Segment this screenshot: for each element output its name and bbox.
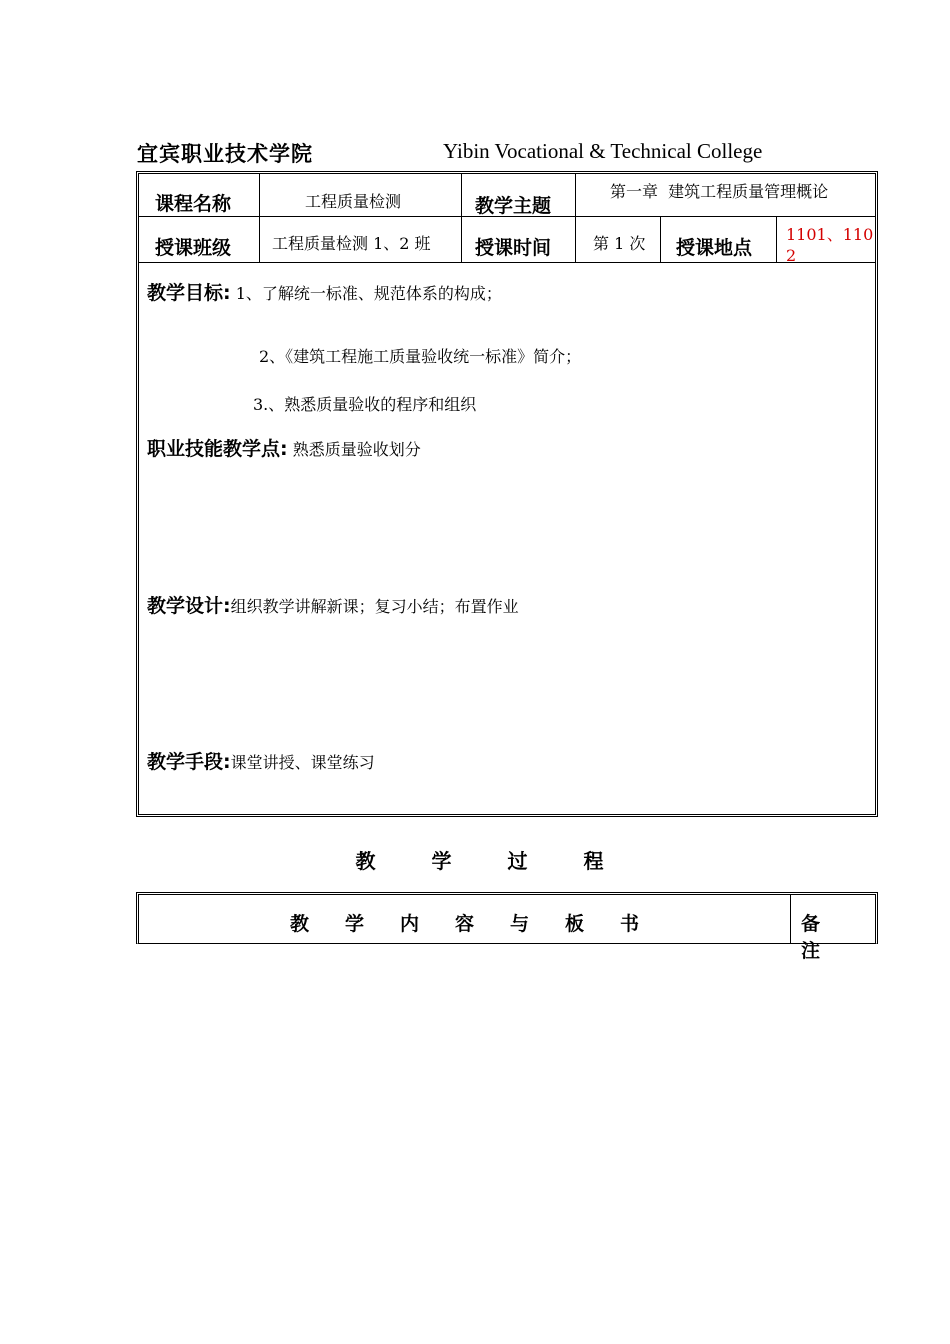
design-label: 教学设计: bbox=[147, 595, 231, 617]
place-label: 授课地点 bbox=[676, 237, 753, 259]
col-divider bbox=[776, 216, 777, 262]
means-value: 课堂讲授、课堂练习 bbox=[230, 753, 375, 772]
col-divider bbox=[790, 895, 791, 944]
objectives-row bbox=[147, 278, 502, 305]
means-label: 教学手段: bbox=[147, 751, 231, 773]
time-value: 第 1 次 bbox=[593, 234, 646, 253]
process-table-header bbox=[136, 892, 878, 962]
design-value: 组织教学讲解新课；复习小结；布置作业 bbox=[230, 597, 519, 616]
objectives-label: 教学目标: bbox=[147, 282, 231, 304]
school-name-en: Yibin Vocational & Technical College bbox=[443, 139, 763, 163]
col-divider bbox=[259, 174, 260, 262]
objective-item-3: 3.、熟悉质量验收的程序和组织 bbox=[253, 395, 477, 414]
row-divider bbox=[139, 262, 875, 263]
class-label: 授课班级 bbox=[155, 237, 232, 259]
process-title: 教学过程 bbox=[355, 849, 660, 873]
time-label: 授课时间 bbox=[475, 237, 552, 259]
col-divider bbox=[660, 216, 661, 262]
skills-row bbox=[147, 434, 421, 461]
notes-column-header: 备注 bbox=[801, 913, 851, 962]
col-divider bbox=[461, 174, 462, 262]
objective-item-1: 1、了解统一标准、规范体系的构成； bbox=[235, 284, 502, 303]
place-value-line2: 2 bbox=[786, 246, 797, 265]
place-value-line1: 1101、110 bbox=[786, 225, 874, 244]
skills-value: 熟悉质量验收划分 bbox=[292, 440, 421, 459]
topic-label: 教学主题 bbox=[475, 195, 552, 217]
course-name-label: 课程名称 bbox=[155, 193, 232, 215]
course-name-value: 工程质量检测 bbox=[305, 192, 402, 211]
design-row bbox=[147, 591, 519, 618]
content-column-header: 教学内容与板书 bbox=[289, 913, 675, 935]
class-value: 工程质量检测 1、2 班 bbox=[272, 234, 431, 253]
skills-label: 职业技能教学点: bbox=[147, 438, 288, 460]
course-info-table bbox=[136, 171, 878, 817]
col-divider bbox=[575, 174, 576, 262]
place-value bbox=[786, 224, 873, 266]
school-name-cn: 宜宾职业技术学院 bbox=[137, 142, 313, 166]
means-row bbox=[147, 747, 375, 774]
topic-value: 第一章 建筑工程质量管理概论 bbox=[610, 182, 829, 201]
objective-item-2: 2、《建筑工程施工质量验收统一标准》简介； bbox=[259, 347, 582, 366]
